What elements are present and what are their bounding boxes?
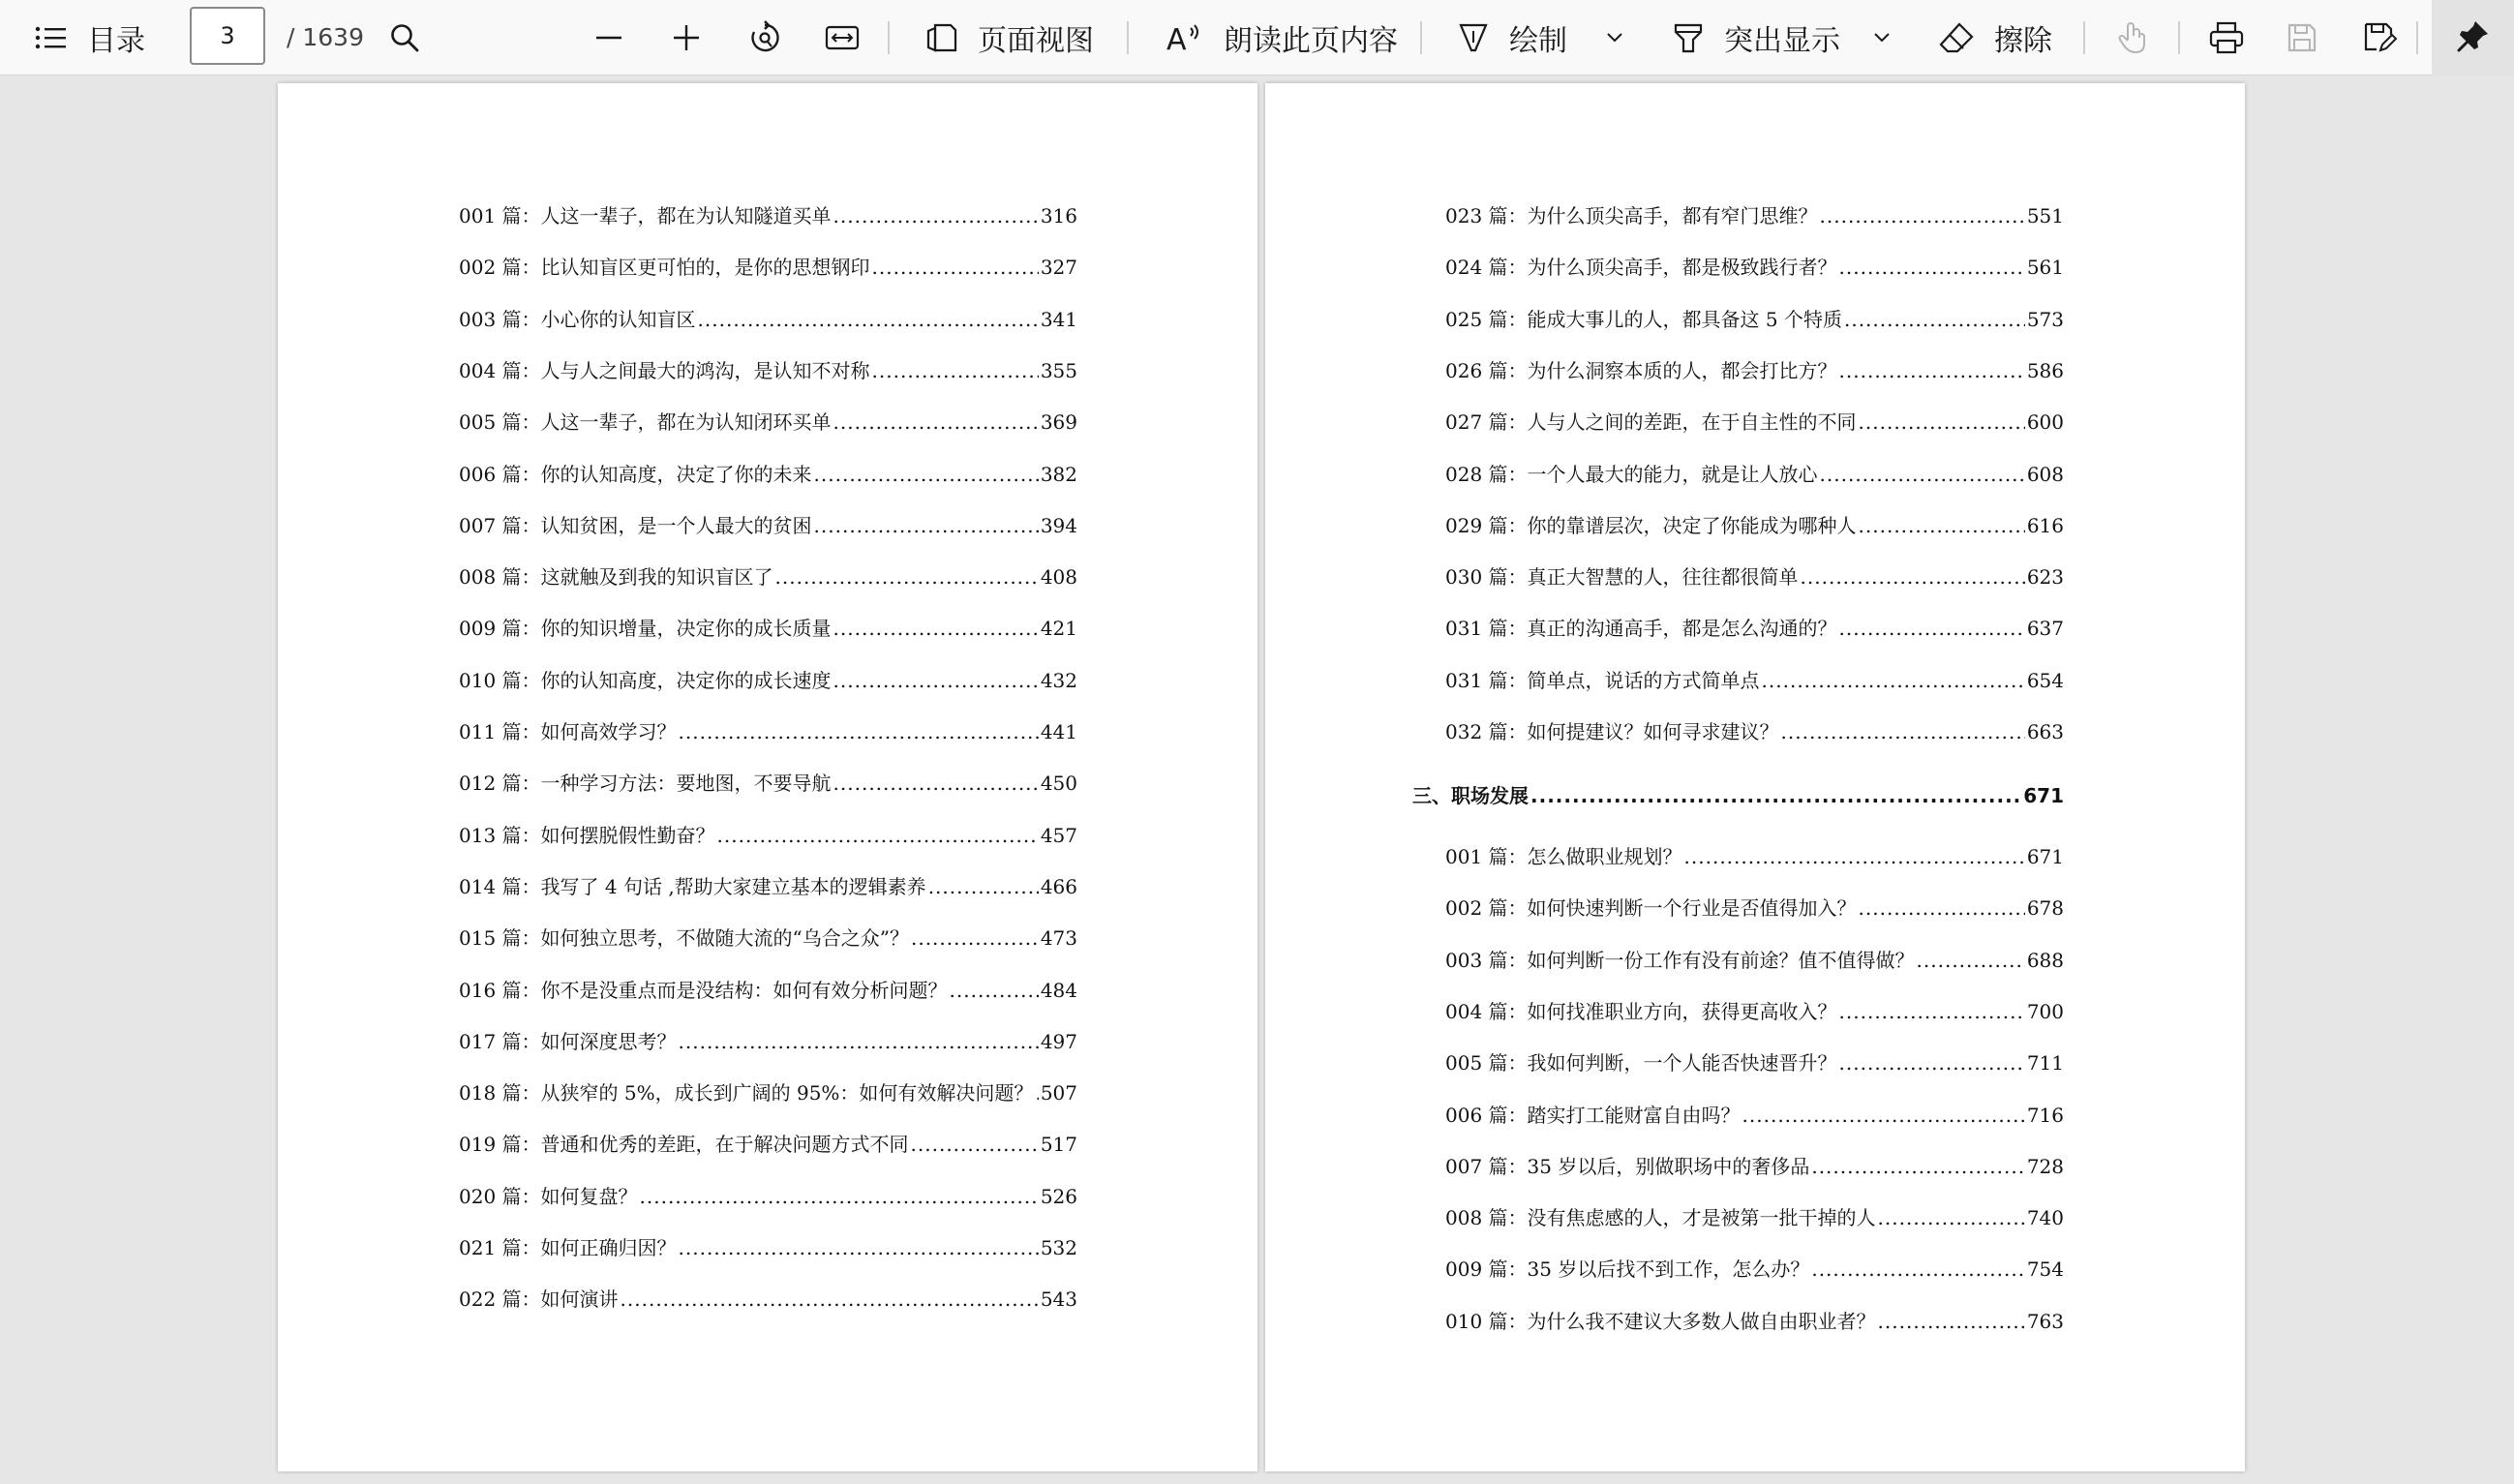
toc-entry[interactable] [1445,200,2064,229]
toc-entry[interactable] [1445,1151,2064,1180]
toc-leader-dots [833,410,1039,434]
highlight-options-dropdown[interactable] [1872,0,1892,76]
pdf-page-left [278,83,1257,1471]
toc-entry-title: 015 篇：如何独立思考，不做随大流的“乌合之众”？ [459,926,909,951]
toc-entry-title: 020 篇：如何复盘？ [459,1184,638,1208]
toc-entry-page-number: 688 [2026,948,2064,972]
chevron-down-icon [1605,31,1624,45]
toc-leader-dots [1811,1257,2024,1281]
toc-entry-title: 010 篇：为什么我不建议大多数人做自由职业者？ [1445,1309,1876,1333]
toc-leader-dots [1762,669,2025,692]
toc-leader-dots [679,720,1039,743]
toc-entry[interactable] [1445,841,2064,870]
toc-entry-page-number: 484 [1040,978,1077,1002]
toc-leader-dots [1684,845,2025,868]
toc-entry-page-number: 663 [2026,720,2064,743]
toc-entry[interactable] [1445,510,2064,539]
toc-entry[interactable] [459,923,1077,952]
toc-entry-title: 007 篇：认知贫困，是一个人最大的贫困 [459,513,812,537]
toc-entry-title: 028 篇：一个人最大的能力，就是让人放心 [1445,462,1818,486]
search-button[interactable] [389,0,420,76]
toc-leader-dots [679,1236,1039,1259]
pin-icon [2457,19,2490,56]
toc-entry-title: 030 篇：真正大智慧的人，往往都很简单 [1445,565,1799,590]
toc-leader-dots [833,617,1039,640]
toc-entry-page-number: 532 [1040,1236,1077,1259]
toc-leader-dots [872,359,1039,382]
toc-leader-dots [1742,1104,2025,1127]
toc-leader-dots [1878,1310,2025,1333]
toolbar-divider [2083,21,2085,54]
toc-entry-title: 007 篇：35 岁以后，别做职场中的奢侈品 [1445,1154,1810,1178]
toc-entry-title: 002 篇：比认知盲区更可怕的，是你的思想钢印 [459,256,870,280]
toc-entry-page-number: 586 [2026,358,2064,382]
toc-leader-dots [717,824,1039,847]
toc-entry-page-number: 327 [1040,256,1077,280]
contents-icon [35,25,68,50]
toc-leader-dots [1820,204,2025,227]
toc-leader-dots [950,979,1039,1002]
toc-entry[interactable] [459,871,1077,900]
toc-entry-page-number: 711 [2026,1051,2064,1075]
toc-entry-page-number: 654 [2026,668,2064,692]
rotate-icon [748,20,781,55]
save-as-icon [2363,21,2398,54]
toc-leader-dots [1811,1155,2024,1178]
toc-label: 目录 [87,24,145,58]
toc-leader-dots [928,875,1039,898]
toc-entry-page-number: 728 [2026,1154,2064,1178]
erase-button[interactable] [1938,0,2052,76]
toc-entry[interactable] [459,1232,1077,1261]
toc-entry-title: 004 篇：如何找准职业方向，获得更高收入？ [1445,999,1837,1023]
toc-entry[interactable] [1445,716,2064,745]
print-button[interactable] [2209,0,2244,76]
toc-entry[interactable] [459,252,1077,281]
page-view-label: 页面视图 [978,24,1094,58]
toc-entry[interactable] [459,716,1077,745]
toc-entry-title: 027 篇：人与人之间的差距，在于自主性的不同 [1445,410,1857,435]
zoom-out-icon [594,23,623,52]
toc-leader-dots [1035,1081,1038,1105]
toc-button[interactable] [35,0,145,76]
toc-leader-dots [1859,514,2025,537]
toc-entry-page-number: 466 [1040,874,1077,898]
toc-entry[interactable] [1445,459,2064,488]
toolbar-divider [888,21,890,54]
draw-options-dropdown[interactable] [1605,0,1624,76]
toolbar [0,0,2514,76]
draw-label: 绘制 [1509,24,1567,58]
toc-entry-title: 016 篇：你不是没重点而是没结构：如何有效分析问题？ [459,978,948,1002]
zoom-in-button[interactable] [672,0,701,76]
toc-leader-dots [833,772,1039,795]
toc-leader-dots [698,308,1039,331]
save-as-button[interactable] [2363,0,2398,76]
toc-leader-dots [1820,463,2025,486]
toc-entry[interactable] [459,613,1077,642]
toc-entry-page-number: 551 [2026,204,2064,227]
toc-entry-page-number: 457 [1040,823,1077,847]
toc-entry[interactable] [459,304,1077,333]
toc-entry[interactable] [459,200,1077,229]
toc-entry-title: 008 篇：这就触及到我的知识盲区了 [459,565,773,590]
highlight-icon [1672,20,1705,55]
highlight-label: 突出显示 [1724,24,1840,58]
toc-entry[interactable] [1445,355,2064,384]
toc-leader-dots [911,1133,1039,1156]
toc-leader-dots [911,926,1039,950]
toc-entry[interactable] [1445,1306,2064,1335]
toc-entry[interactable] [1445,613,2064,642]
toc-entry[interactable] [459,1181,1077,1210]
toc-entry-title: 022 篇：如何演讲 [459,1287,619,1312]
toc-leader-dots [1917,949,2025,972]
toc-entry-title: 006 篇：踏实打工能财富自由吗？ [1445,1103,1741,1127]
toc-entry-page-number: 600 [2026,410,2064,435]
toc-entry[interactable] [459,1077,1077,1106]
toc-entry[interactable] [459,407,1077,436]
toc-leader-dots [1839,256,2025,279]
toc-entry-page-number: 382 [1040,462,1077,486]
toc-entry-page-number: 671 [2026,845,2064,868]
toc-entry[interactable] [1445,1254,2064,1283]
toc-entry-title: 011 篇：如何高效学习？ [459,720,677,743]
touch-write-button[interactable] [2116,0,2147,76]
zoom-out-button[interactable] [594,0,623,76]
toc-leader-dots [1839,1051,2025,1075]
toc-entry-title: 005 篇：我如何判断，一个人能否快速晋升？ [1445,1051,1837,1075]
toc-leader-dots [1878,1206,2025,1229]
toc-entry-title: 002 篇：如何快速判断一个行业是否值得加入？ [1445,896,1857,921]
toc-entry[interactable] [1445,561,2064,591]
toc-entry[interactable] [1445,1047,2064,1076]
toc-entry-page-number: 341 [1040,307,1077,331]
toc-entry-page-number: 637 [2026,617,2064,641]
toc-entry-title: 004 篇：人与人之间最大的鸿沟，是认知不对称 [459,358,870,382]
toc-entry-title: 019 篇：普通和优秀的差距，在于解决问题方式不同 [459,1133,909,1157]
toc-entry[interactable] [459,768,1077,797]
toc-entry[interactable] [459,510,1077,539]
toc-entry-title: 021 篇：如何正确归因？ [459,1236,677,1259]
toc-entry[interactable] [1445,665,2064,694]
toc-entry-title: 005 篇：人这一辈子，都在为认知闭环买单 [459,410,832,435]
toc-entry[interactable] [459,561,1077,591]
toc-leader-dots [640,1185,1039,1208]
toc-entry-title: 003 篇：如何判断一份工作有没有前途？值不值得做？ [1445,948,1915,972]
toc-entry[interactable] [1445,304,2064,333]
toc-leader-dots [775,565,1039,589]
toc-entry-page-number: 473 [1040,926,1077,951]
toc-entry-page-number: 408 [1040,565,1077,590]
toc-entry-title: 001 篇：怎么做职业规划？ [1445,845,1682,868]
toc-entry-title: 三、职场发展 [1412,784,1529,807]
toolbar-divider [2416,21,2418,54]
toc-entry-page-number: 355 [1040,358,1077,382]
toc-entry-page-number: 616 [2026,513,2064,537]
toc-entry-title: 023 篇：为什么顶尖高手，都有窄门思维？ [1445,204,1818,227]
toolbar-divider [1127,21,1129,54]
toc-entry-page-number: 497 [1040,1029,1077,1053]
toc-entry-page-number: 432 [1040,668,1077,692]
toc-entry-title: 026 篇：为什么洞察本质的人，都会打比方？ [1445,358,1837,382]
toc-entry[interactable] [1445,407,2064,436]
toc-leader-dots [1839,359,2025,382]
toc-entry-title: 029 篇：你的靠谱层次，决定了你能成为哪种人 [1445,513,1857,537]
toc-entry-page-number: 754 [2026,1257,2064,1282]
toc-leader-dots [1839,1000,2025,1023]
read-aloud-icon [1166,22,1204,53]
toc-entry[interactable] [1445,1202,2064,1231]
touch-write-icon [2116,20,2147,55]
toc-entry[interactable] [1445,252,2064,281]
toc-entry-page-number: 543 [1040,1287,1077,1312]
pin-toolbar-button[interactable] [2432,0,2514,76]
draw-button[interactable] [1457,0,1567,76]
toc-entry-page-number: 740 [2026,1206,2064,1230]
toc-entry-page-number: 369 [1040,410,1077,435]
svg-text:A: A [1166,23,1187,53]
toc-entry-title: 032 篇：如何提建议？如何寻求建议？ [1445,720,1779,743]
read-aloud-button[interactable] [1166,0,1398,76]
highlight-button[interactable] [1672,0,1840,76]
toc-leader-dots [1844,308,2025,331]
toolbar-divider [1420,21,1422,54]
toc-leader-dots [1859,896,2025,920]
toc-leader-dots [621,1287,1039,1311]
page-view-button[interactable] [925,0,1094,76]
chevron-down-icon [1872,31,1892,45]
toc-entry[interactable] [1445,893,2064,922]
toc-entry-page-number: 678 [2026,896,2064,921]
toc-entry-title: 010 篇：你的认知高度，决定你的成长速度 [459,668,832,692]
toc-entry-page-number: 526 [1040,1184,1077,1208]
toc-leader-dots [1781,720,2025,743]
toc-entry-title: 024 篇：为什么顶尖高手，都是极致践行者？ [1445,256,1837,280]
toc-entry-title: 025 篇：能成大事儿的人，都具备这 5 个特质 [1445,307,1842,331]
toc-leader-dots [1839,617,2025,640]
toc-entry-title: 009 篇：35 岁以后找不到工作，怎么办？ [1445,1257,1810,1282]
page-view-icon [925,22,958,53]
toc-entry-title: 018 篇：从狭窄的 5%，成长到广阔的 95%：如何有效解决问题？ [459,1081,1034,1105]
zoom-in-icon [672,23,701,52]
toc-entry-page-number: 700 [2026,999,2064,1023]
toc-entry[interactable] [459,665,1077,694]
toc-leader-dots [679,1030,1039,1053]
draw-icon [1457,21,1490,54]
toc-leader-dots [814,463,1039,486]
toc-entry-title: 013 篇：如何摆脱假性勤奋？ [459,823,715,847]
rotate-button[interactable] [748,0,781,76]
toc-entry-title: 008 篇：没有焦虑感的人，才是被第一批干掉的人 [1445,1206,1876,1230]
toc-entry-page-number: 450 [1040,772,1077,796]
toc-leader-dots [1801,565,2025,589]
toc-entry-title: 006 篇：你的认知高度，决定了你的未来 [459,462,812,486]
toc-entry-page-number: 716 [2026,1103,2064,1127]
toc-entry[interactable] [459,1129,1077,1158]
pdf-page-right [1265,83,2245,1471]
toc-entry[interactable] [459,355,1077,384]
page-total: / 1639 [287,23,364,51]
toc-entry-page-number: 517 [1040,1133,1077,1157]
toc-leader-dots [1859,410,2025,434]
toc-entry[interactable] [459,1284,1077,1313]
toc-entry[interactable] [459,459,1077,488]
print-icon [2209,21,2244,54]
toc-entry[interactable] [459,975,1077,1004]
toc-entry-page-number: 316 [1040,204,1077,227]
eraser-icon [1938,21,1975,54]
toc-entry-page-number: 608 [2026,462,2064,486]
toc-entry-page-number: 441 [1040,720,1077,743]
toc-leader-dots [814,514,1039,537]
toc-entry-title: 017 篇：如何深度思考？ [459,1029,677,1053]
toc-entry-page-number: 573 [2026,307,2064,331]
toc-entry[interactable] [1445,1100,2064,1129]
toc-entry-page-number: 671 [2023,784,2064,807]
page-number-input[interactable] [190,7,265,65]
read-aloud-label: 朗读此页内容 [1224,24,1398,58]
erase-label: 擦除 [1994,24,2052,58]
toolbar-divider [2178,21,2180,54]
toc-leader-dots [833,669,1039,692]
toc-leader-dots [833,204,1039,227]
toc-leader-dots [1530,784,2021,807]
toc-entry-page-number: 623 [2026,565,2064,590]
save-button[interactable] [2287,0,2317,76]
toc-entry[interactable] [1445,996,2064,1025]
toc-entry-title: 012 篇：一种学习方法：要地图，不要导航 [459,772,832,796]
toc-entry-title: 001 篇：人这一辈子，都在为认知隧道买单 [459,204,832,227]
toc-entry[interactable] [1445,945,2064,974]
save-icon [2287,22,2317,53]
toc-entry-title: 031 篇：真正的沟通高手，都是怎么沟通的？ [1445,617,1837,641]
toc-entry-title: 009 篇：你的知识增量，决定你的成长质量 [459,617,832,641]
toc-entry-title: 003 篇：小心你的认知盲区 [459,307,696,331]
fit-width-button[interactable] [825,0,860,76]
toc-entry-page-number: 763 [2026,1309,2064,1333]
toc-section-entry[interactable] [1412,780,2064,809]
toc-entry[interactable] [459,1026,1077,1055]
toc-entry[interactable] [459,820,1077,849]
toc-entry-page-number: 561 [2026,256,2064,280]
search-icon [389,22,420,53]
toc-entry-title: 014 篇：我写了 4 句话 ,帮助大家建立基本的逻辑素养 [459,874,926,898]
fit-width-icon [825,24,860,51]
toc-entry-page-number: 421 [1040,617,1077,641]
toc-entry-page-number: 507 [1040,1081,1077,1105]
toc-leader-dots [872,256,1039,279]
toc-entry-page-number: 394 [1040,513,1077,537]
toc-entry-title: 031 篇：简单点，说话的方式简单点 [1445,668,1760,692]
